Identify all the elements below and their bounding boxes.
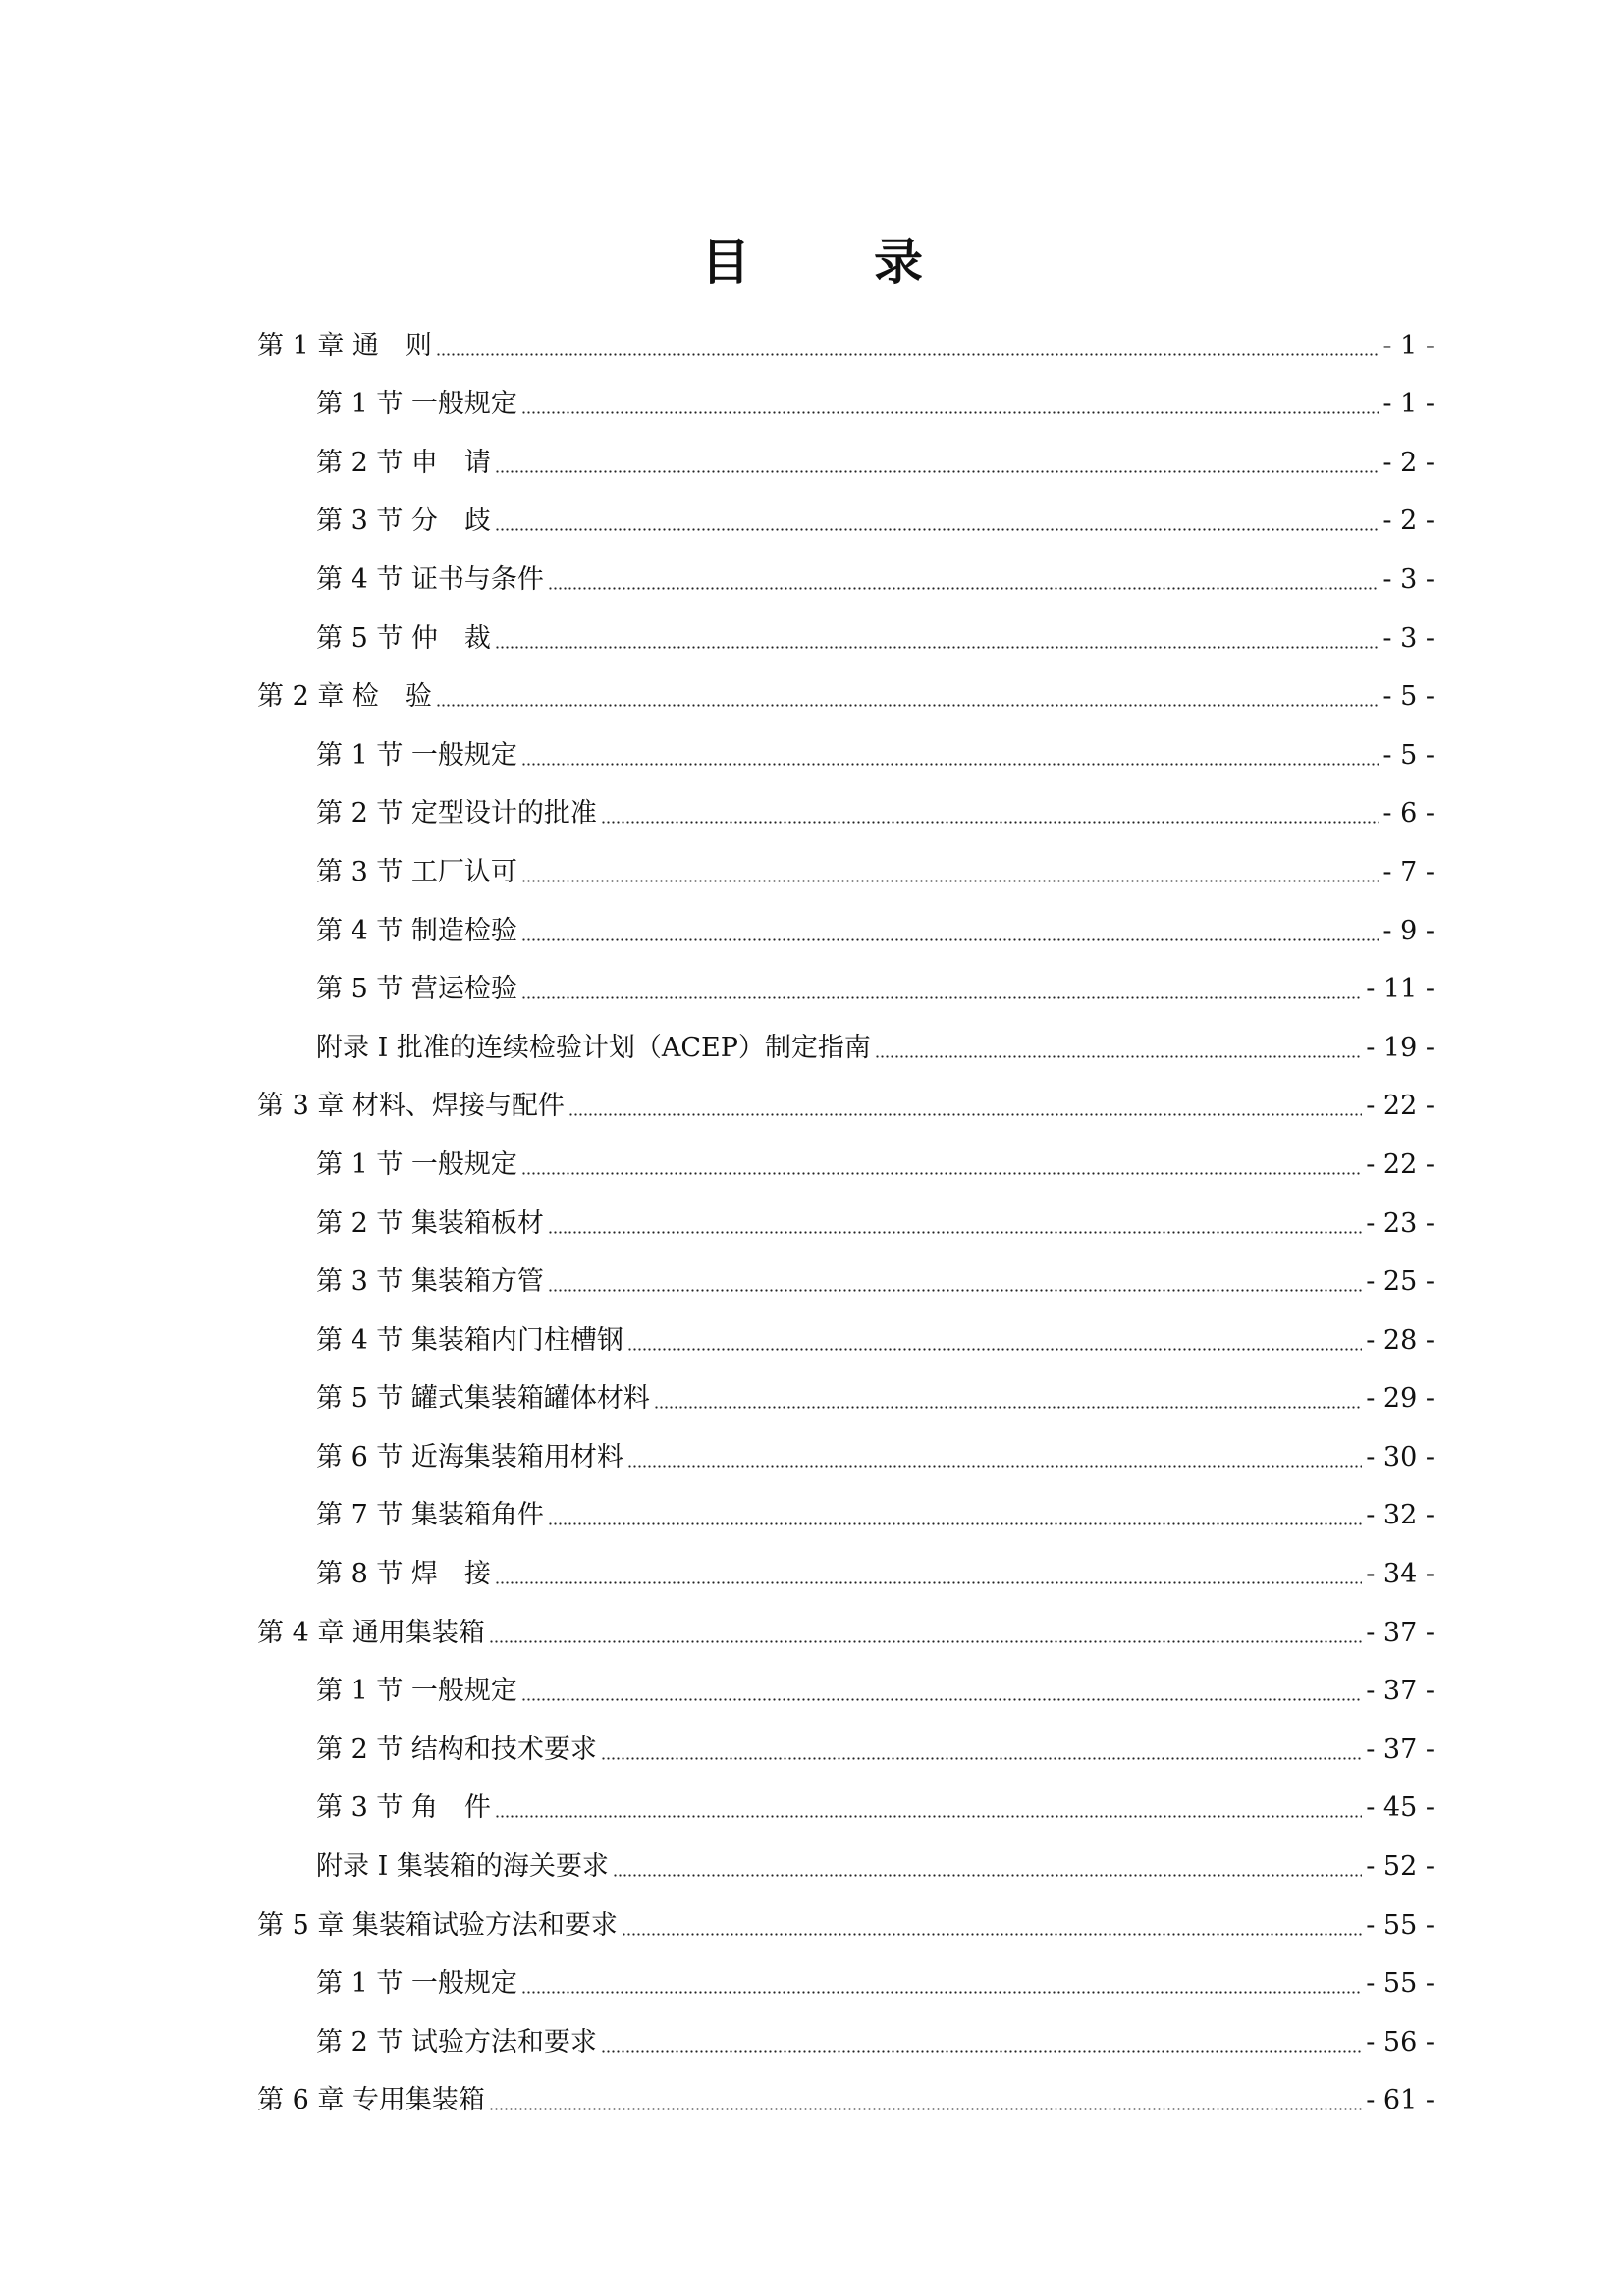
toc-page-number: - 52 - [1366,1851,1435,1883]
dot-leader [495,1815,1362,1818]
toc-chapter-entry[interactable] [257,1065,1435,1124]
toc-chapter-entry[interactable] [257,304,1435,363]
toc-section-entry[interactable] [257,538,1435,597]
toc-entry-label: 第 4 节 证书与条件 [316,563,544,595]
toc-page-number: - 55 - [1366,1909,1435,1941]
toc-section-entry[interactable] [257,830,1435,889]
dot-leader [495,1581,1362,1584]
toc-section-entry[interactable] [257,597,1435,656]
dot-leader [548,1522,1362,1525]
toc-page-number: - 25 - [1366,1266,1435,1298]
toc-entry-label: 第 2 节 集装箱板材 [316,1207,544,1239]
dot-leader [601,821,1379,824]
dot-leader [548,1289,1362,1292]
toc-page-number: - 22 - [1366,1091,1435,1122]
dot-leader [495,528,1379,531]
dot-leader [521,1698,1362,1701]
toc-page-number: - 28 - [1366,1324,1435,1356]
dot-leader [521,880,1379,882]
toc-entry-label: 第 4 节 集装箱内门柱槽钢 [316,1324,623,1356]
toc-page-number: - 7 - [1382,856,1435,887]
toc-entry-label: 第 8 节 焊 接 [316,1559,491,1590]
page-title: 目 录 [701,233,960,291]
toc-entry-label: 第 2 节 申 请 [316,447,491,478]
toc-section-entry[interactable] [257,1123,1435,1182]
toc-section-entry[interactable] [257,1358,1435,1416]
toc-page-number: - 5 - [1382,739,1435,771]
toc-chapter-entry[interactable] [257,656,1435,715]
toc-section-entry[interactable] [257,1943,1435,2002]
toc-section-entry[interactable] [257,1006,1435,1065]
toc-page-number: - 32 - [1366,1500,1435,1531]
toc-page-number: - 2 - [1382,447,1435,478]
toc-entry-label: 第 1 节 一般规定 [316,1148,517,1180]
toc-section-entry[interactable] [257,1474,1435,1533]
toc-page-number: - 2 - [1382,506,1435,537]
dot-leader [548,587,1379,590]
toc-page-number: - 3 - [1382,563,1435,595]
toc-page-number: - 37 - [1366,1617,1435,1648]
dot-leader [613,1874,1362,1877]
toc-entry-label: 第 2 节 结构和技术要求 [316,1734,597,1765]
toc-page-number: - 55 - [1366,1968,1435,2000]
toc-entry-label: 附录 I 集装箱的海关要求 [316,1851,609,1883]
toc-section-entry[interactable] [257,1532,1435,1591]
toc-page-number: - 3 - [1382,622,1435,654]
dot-leader [627,1348,1362,1351]
toc-page-number: - 30 - [1366,1441,1435,1472]
toc-entry-label: 第 1 节 一般规定 [316,739,517,771]
toc-page-number: - 37 - [1366,1676,1435,1707]
dot-leader [436,704,1379,707]
toc-page-number: - 1 - [1382,389,1435,420]
toc-chapter-entry[interactable] [257,2059,1435,2118]
toc-entry-label: 第 3 节 分 歧 [316,506,491,537]
toc-page-number: - 61 - [1366,2085,1435,2116]
toc-entry-label: 第 2 节 试验方法和要求 [316,2026,597,2057]
toc-section-entry[interactable] [257,2001,1435,2059]
toc-entry-label: 第 6 章 专用集装箱 [257,2085,485,2116]
toc-section-entry[interactable] [257,480,1435,539]
toc-page-number: - 23 - [1366,1207,1435,1239]
dot-leader [521,411,1379,414]
toc-page-number: - 37 - [1366,1734,1435,1765]
toc-section-entry[interactable] [257,773,1435,831]
toc-section-entry[interactable] [257,1650,1435,1709]
toc-section-entry[interactable] [257,889,1435,948]
dot-leader [436,353,1379,356]
toc-entry-label: 第 1 章 通 则 [257,330,432,361]
toc-entry-label: 第 1 节 一般规定 [316,1676,517,1707]
toc-entry-label: 第 1 节 一般规定 [316,389,517,420]
dot-leader [521,996,1362,999]
dot-leader [627,1465,1362,1468]
dot-leader [521,938,1379,941]
toc-entry-label: 第 5 章 集装箱试验方法和要求 [257,1909,618,1941]
dot-leader [489,2108,1362,2110]
dot-leader [568,1113,1362,1116]
toc-entry-label: 第 3 章 材料、焊接与配件 [257,1091,565,1122]
toc-section-entry[interactable] [257,948,1435,1007]
dot-leader [601,2050,1362,2053]
dot-leader [548,1231,1362,1234]
dot-leader [622,1933,1362,1936]
toc-entry-label: 第 7 节 集装箱角件 [316,1500,544,1531]
toc-page-number: - 45 - [1366,1792,1435,1824]
toc-page-number: - 56 - [1366,2026,1435,2057]
toc-section-entry[interactable] [257,1708,1435,1767]
toc-page-number: - 11 - [1366,974,1435,1005]
toc-section-entry[interactable] [257,421,1435,480]
toc-entry-label: 附录 I 批准的连续检验计划（ACEP）制定指南 [316,1032,871,1063]
toc-section-entry[interactable] [257,1241,1435,1300]
toc-section-entry[interactable] [257,714,1435,773]
toc-section-entry[interactable] [257,363,1435,422]
dot-leader [601,1757,1362,1760]
toc-page-number: - 34 - [1366,1559,1435,1590]
dot-leader [521,763,1379,766]
toc-entry-label: 第 4 章 通用集装箱 [257,1617,485,1648]
toc-section-entry[interactable] [257,1299,1435,1358]
toc-entry-label: 第 4 节 制造检验 [316,915,517,946]
dot-leader [521,1991,1362,1994]
toc-page-number: - 6 - [1382,798,1435,829]
toc-section-entry[interactable] [257,1415,1435,1474]
toc-chapter-entry[interactable] [257,1884,1435,1943]
toc-section-entry[interactable] [257,1767,1435,1826]
toc-chapter-entry[interactable] [257,1591,1435,1650]
toc-entry-label: 第 5 节 罐式集装箱罐体材料 [316,1383,650,1415]
toc-entry-label: 第 3 节 角 件 [316,1792,491,1824]
toc-entry-label: 第 3 节 工厂认可 [316,856,517,887]
toc-page-number: - 9 - [1382,915,1435,946]
toc-entry-label: 第 5 节 营运检验 [316,974,517,1005]
toc-entry-label: 第 3 节 集装箱方管 [316,1266,544,1298]
dot-leader [489,1640,1362,1643]
toc-section-entry[interactable] [257,1825,1435,1884]
dot-leader [875,1055,1362,1058]
dot-leader [654,1406,1362,1409]
toc-page-number: - 5 - [1382,681,1435,713]
toc-entry-label: 第 1 节 一般规定 [316,1968,517,2000]
dot-leader [495,470,1379,473]
dot-leader [521,1172,1362,1175]
toc-entry-label: 第 6 节 近海集装箱用材料 [316,1441,623,1472]
toc-page-number: - 19 - [1366,1032,1435,1063]
toc-page-number: - 22 - [1366,1148,1435,1180]
toc-page-number: - 29 - [1366,1383,1435,1415]
dot-leader [495,646,1379,649]
toc-entry-label: 第 2 节 定型设计的批准 [316,798,597,829]
toc-entry-label: 第 5 节 仲 裁 [316,622,491,654]
toc-section-entry[interactable] [257,1182,1435,1241]
toc-page-number: - 1 - [1382,330,1435,361]
table-of-contents [257,304,1435,2117]
toc-entry-label: 第 2 章 检 验 [257,681,432,713]
